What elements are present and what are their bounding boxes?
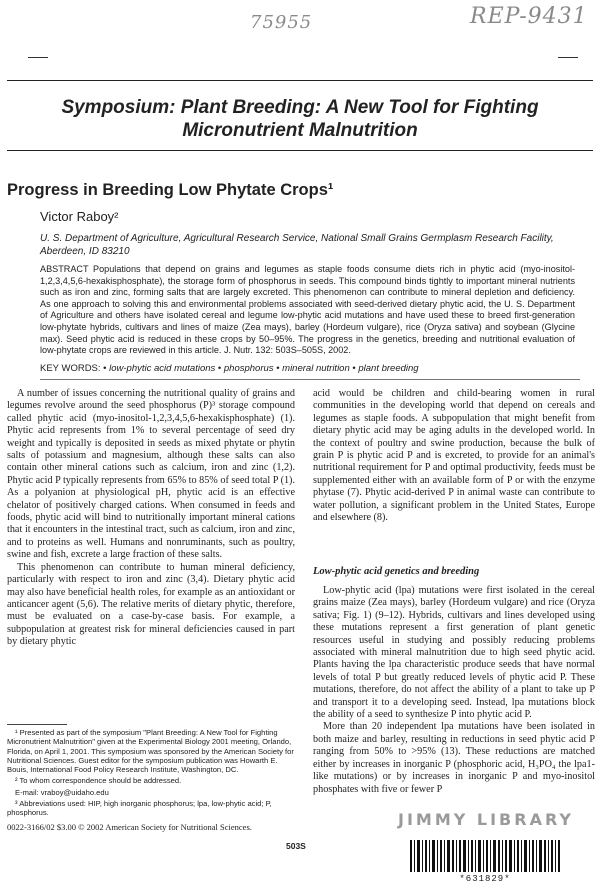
body-column-left: [7, 388, 295, 649]
footnote: ² To whom correspondence should be addressed.: [15, 776, 182, 786]
header-rule-bottom: [7, 150, 593, 151]
body-column-right: [313, 388, 595, 524]
top-left-mark: [28, 57, 48, 58]
symposium-title: Symposium: Plant Breeding: A New Tool for Fighting Micronutrient Malnutrition: [61, 97, 539, 141]
author-name: Victor Raboy²: [40, 209, 119, 224]
footnote: E-mail: vraboy@uidaho.edu: [15, 787, 109, 797]
barcode-number: *631829*: [459, 874, 511, 884]
abstract: ABSTRACT Populations that depend on grains and legumes as staple foods consume diets rich in phytic acid (myo-inositol-1,2,3,4,5,6-hexakisphosphate), the storage form of phosphorus in seeds. This compound binds tightly to important mineral nutrients such as iron and zinc, forming salts that are largely excreted. This phenomenon can contribute to mineral depletion and deficiency. As one approach to solving this and environmental problems associated with seed-derived dietary phytic acid, the U. S. Department of Agriculture and others have isolated cereal and legume low-phytic acid mutations and have used these to breed first-generation low-phytate hybrids, cultivars and lines of maize (Zea mays), barley (Hordeum vulgare), rice (Oryza sativa) and soybean (Glycine max). Seed phytic acid is reduced in these crops by 50–95%. The progress in the genetics, breeding and nutritional evaluation of low-phytate crops are reviewed in this article. J. Nutr. 132: 503S–505S, 2002.: [40, 264, 575, 356]
body-column-right-section: [313, 585, 595, 796]
keyword-item: mineral nutrition: [282, 363, 350, 374]
article-title: Progress in Breeding Low Phytate Crops¹: [7, 181, 334, 199]
footnote-rule: [7, 724, 67, 725]
body-paragraph: Low-phytic acid (lpa) mutations were first isolated in the cereal grains maize (Zea mays), barley (Hordeum vulgare) and rice (Oryza sativa; Fig. 1) (9–12). Hybrids, cultivars and lines developed using these mutations represent a first generation of plant genetic resources useful in studying and possibly reducing problems associated with mineral malnutrition due to high seed phytic acid. Plants having the lpa characteristic produce seeds that have normal levels of total P but greatly reduced levels of phytic acid P. These mutations, therefore, do not affect the ability of a plant to take up P and transport it to a developing seed. Instead, lpa mutations block the ability of a seed to synthesize P into phytic acid P.: [313, 585, 595, 721]
body-paragraph: More than 20 independent lpa mutations have been isolated in both maize and barley, resulting in reductions in seed phytic acid P ranging from 50% to >95% (13). These reductions are matched either by increases in inorganic P (phosphoric acid, H₃PO₄ the lpa1-like mutations) or by increases in inorganic P and myo-inositol phosphates with five or fewer P: [313, 721, 595, 795]
keyword-item: plant breeding: [358, 363, 419, 374]
handwritten-code: REP-9431: [470, 4, 588, 29]
footnotes: [7, 728, 295, 820]
handwritten-number: 75955: [250, 12, 313, 33]
footnote: ¹ Presented as part of the symposium "Plant Breeding: A New Tool for Fighting Micronutrient Malnutrition" given at the Experimental Biology 2001 meeting, Orlando, Florida, on April 1, 2001. This symposium was sponsored by the American Society for Nutritional Sciences. Guest editor for the symposium publication was Howarth E. Bouis, International Food Policy Research Institute, Washington, DC.: [7, 728, 294, 775]
body-paragraph: This phenomenon can contribute to human mineral deficiency, particularly with respect to iron and zinc (3,4). Dietary phytic acid may also have beneficial health roles, for example as an antioxidant or anticancer agent (5,6). The relative merits of dietary phytic, therefore, must be evaluated on a case-by-case basis. For example, a subpopulation at greatest risk for mineral deficiencies caused in part by dietary phytic: [7, 561, 295, 648]
keywords-label: KEY WORDS:: [40, 363, 101, 374]
section-heading: Low-phytic acid genetics and breeding: [313, 566, 480, 577]
keywords: KEY WORDS: • low-phytic acid mutations • phosphorus • mineral nutrition • plant breeding: [40, 363, 419, 374]
body-paragraph: acid would be children and child-bearing women in rural communities in the developing world that depend on cereals and legumes as staple foods. A subpopulation that might benefit from dietary phytic acid may be aging adults in the developed world. In the context of poultry and swine production, because the bulk of grain P is phytic acid P and is excreted, to provide for an animal's nutritional requirement for P and optimal productivity, feeds must be supplemented either with an available form of P or with the enzyme phytase (7). Phytic acid-derived P in animal waste can contribute to water pollution, a significant problem in the United States, Europe and elsewhere (8).: [313, 388, 595, 524]
page-number: 503S: [286, 841, 306, 851]
body-paragraph: A number of issues concerning the nutritional quality of grains and legumes revolve around the seed phosphorus (P)³ storage compound called phytic acid (myo-inositol-1,2,3,4,5,6-hexakisphosphate) (1). Phytic acid represents from 1% to several percentage of seed dry weight and typically is deposited in seeds as mixed phytate or phytin salts of potassium and magnesium, although these salts can also contain other mineral cations such as calcium, iron and zinc (1,2). Phytic acid P typically represents from 65% to 85% of seed total P (1). As a polyanion at physiological pH, phytic acid is an effective chelator of positively charged cations. When consumed in feeds and foods, phytic acid will bind to nutritionally important mineral cations that it encounters in the intestinal tract, such as calcium, iron and zinc, and to proteins as well. Humans and nonruminants, such as poultry, swine and fish, excrete a large fraction of these salts.: [7, 388, 295, 561]
copyright-line: 0022-3166/02 $3.00 © 2002 American Society for Nutritional Sciences.: [7, 822, 252, 832]
author-affiliation: U. S. Department of Agriculture, Agricultural Research Service, National Small Grains Germplasm Research Facility, Aberdeen, ID 83210: [40, 233, 554, 257]
barcode-image: [410, 840, 560, 872]
keyword-item: phosphorus: [223, 363, 274, 374]
footnote: ³ Abbreviations used: HIP, high inorganic phosphorus; lpa, low-phytic acid; P, phosphorus.: [7, 799, 272, 818]
keywords-rule: [40, 379, 580, 380]
top-right-mark: [558, 57, 578, 58]
keyword-item: low-phytic acid mutations: [109, 363, 216, 374]
library-stamp: JIMMY LIBRARY: [398, 810, 574, 829]
header-rule-top: [7, 80, 593, 81]
